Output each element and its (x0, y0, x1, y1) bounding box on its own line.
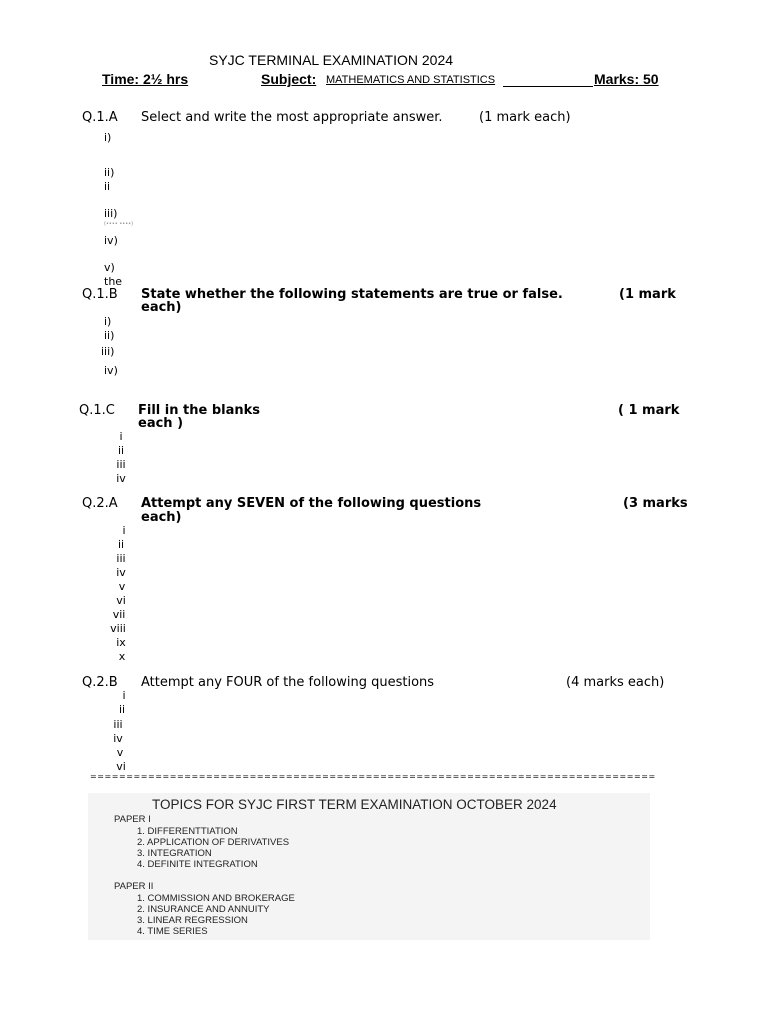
paper2-topic-2: 2. INSURANCE AND ANNUITY (137, 904, 270, 915)
q2a-item-7: vii (112, 608, 126, 621)
q1b-marks-line2: each) (141, 300, 182, 315)
q2b-item-4: iv (113, 732, 123, 745)
q1a-item-4: iv) (104, 234, 118, 247)
q1a-item-2b: ii (104, 180, 111, 193)
q2b-item-1: i (122, 689, 126, 702)
paper1-topic-4: 4. DEFINITE INTEGRATION (137, 859, 258, 870)
q1c-number: Q.1.C (79, 403, 115, 418)
q1b-marks-line1: (1 mark (619, 287, 676, 302)
q1a-item-fragment: the (104, 275, 123, 288)
q1b-text: State whether the following statements are true or false. (141, 287, 563, 302)
q2a-item-10: x (118, 650, 126, 663)
q2b-item-3: iii (113, 718, 123, 731)
q2a-item-5: v (118, 580, 126, 593)
q2b-marks: (4 marks each) (566, 675, 665, 690)
paper1-topic-2: 2. APPLICATION OF DERIVATIVES (137, 837, 290, 848)
section-separator: ============================================================================== (90, 772, 656, 781)
q1c-item-4: iv (116, 472, 126, 485)
q2a-text: Attempt any SEVEN of the following questions (141, 496, 482, 511)
q2a-item-3: iii (116, 552, 126, 565)
q1b-item-2: ii) (104, 329, 115, 342)
q2a-marks-line1: (3 marks (623, 496, 688, 511)
paper1-topic-1: 1. DIFFERENTTIATION (137, 826, 238, 837)
q1a-number: Q.1.A (82, 110, 118, 125)
q2a-item-1: i (122, 524, 126, 537)
q2b-number: Q.2.B (82, 675, 118, 690)
q2b-item-6: vi (116, 760, 126, 773)
q2a-number: Q.2.A (82, 496, 118, 511)
q1c-marks-line1: ( 1 mark (618, 403, 680, 418)
q1a-item-5: v) (104, 261, 115, 274)
q1c-item-2: ii (117, 444, 125, 457)
paper2-label: PAPER II (114, 881, 154, 892)
q1a-marks: (1 mark each) (479, 110, 571, 125)
paper1-label: PAPER I (114, 814, 151, 825)
q1c-text: Fill in the blanks (138, 403, 260, 418)
header-underline-gap (503, 73, 593, 87)
paper2-topic-1: 1. COMMISSION AND BROKERAGE (137, 893, 295, 904)
q2b-item-2: ii (118, 703, 126, 716)
subject-label: Subject: (261, 71, 317, 87)
paper1-topic-3: 3. INTEGRATION (137, 848, 212, 859)
q2a-item-4: iv (116, 566, 126, 579)
q1b-item-4: iv) (104, 364, 118, 377)
q1c-marks-line2: each ) (138, 416, 184, 431)
paper2-topic-4: 4. TIME SERIES (137, 926, 208, 937)
q1a-text: Select and write the most appropriate answer. (141, 110, 443, 125)
q1c-item-1: i (119, 430, 123, 443)
exam-marks: Marks: 50 (594, 71, 659, 87)
exam-time: Time: 2½ hrs (102, 71, 189, 87)
q1a-item-3: iii) (104, 207, 118, 220)
subject-name: MATHEMATICS AND STATISTICS (326, 74, 496, 86)
exam-title: SYJC TERMINAL EXAMINATION 2024 (209, 52, 454, 68)
q2a-item-9: ix (116, 636, 126, 649)
topics-scan-image (88, 793, 650, 940)
q1c-item-3: iii (116, 458, 126, 471)
q1b-number: Q.1.B (82, 287, 118, 302)
topics-heading: TOPICS FOR SYJC FIRST TERM EXAMINATION OCTOBER 2024 (152, 797, 557, 812)
paper2-topic-3: 3. LINEAR REGRESSION (137, 915, 248, 926)
q1b-item-3: iii) (101, 345, 115, 358)
q1a-item-1: i) (104, 131, 112, 144)
q2b-item-5: v (116, 746, 124, 759)
q2a-item-8: viii (110, 622, 126, 635)
q2a-item-2: ii (117, 538, 125, 551)
q1a-tiny-fragment: (•••• ••••) (104, 221, 134, 227)
q2a-item-6: vi (116, 594, 126, 607)
q1a-item-2: ii) (104, 166, 115, 179)
q2b-text: Attempt any FOUR of the following questions (141, 675, 435, 690)
q1b-item-1: i) (104, 315, 112, 328)
q2a-marks-line2: each) (141, 510, 182, 525)
